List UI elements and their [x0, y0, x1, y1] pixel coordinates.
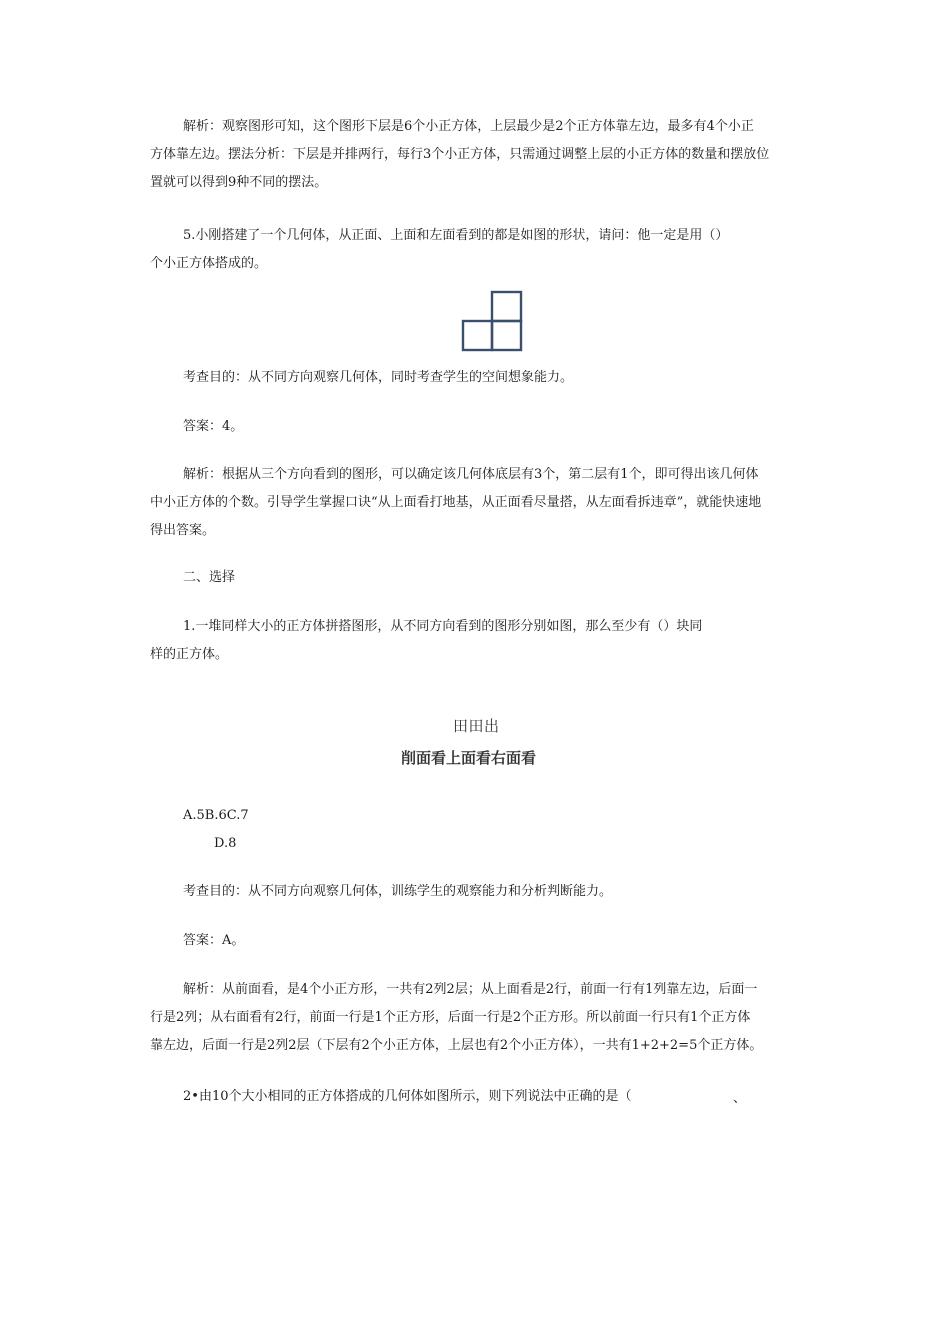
c1-question-line-1: 1.一堆同样大小的正方体拼搭图形，从不同方向看到的图形分别如图，那么至少有（）块同 — [183, 619, 703, 634]
bottom-right-square — [492, 321, 521, 350]
c1-figure-symbols: 田田出 — [453, 717, 500, 735]
bottom-left-square — [463, 321, 492, 350]
top-square — [492, 292, 521, 321]
c1-analysis-line-2: 行是2列；从右面看有2行，前面一行是1个正方形，后面一行是2个正方形。所以前面一行只有1个正方体 — [150, 1010, 751, 1025]
q5-cube-view-figure — [460, 290, 524, 354]
q5-analysis-line-1: 解析：根据从三个方向看到的图形，可以确定该几何体底层有3个，第二层有1个，即可得出该几何体 — [183, 467, 759, 482]
c1-question-line-2: 样的正方体。 — [150, 647, 229, 662]
q5-analysis-line-3: 得出答案。 — [150, 523, 216, 538]
c2-question-tail: 、 — [733, 1091, 747, 1106]
q5-purpose: 考查目的：从不同方向观察几何体，同时考查学生的空间想象能力。 — [183, 370, 574, 385]
q5-question-line-1: 5.小刚搭建了一个几何体，从正面、上面和左面看到的都是如图的形状，请问：他一定是用（） — [183, 228, 729, 243]
c1-options-line-2: D.8 — [214, 836, 237, 851]
q5-answer: 答案：4。 — [183, 419, 244, 434]
q4-analysis-line-1: 解析：观察图形可知，这个图形下层是6个小正方体，上层最少是2个正方体靠左边，最多有4个小正 — [183, 119, 754, 134]
q5-question-line-2: 个小正方体搭成的。 — [150, 256, 268, 271]
q4-analysis-line-3: 置就可以得到9种不同的摆法。 — [150, 175, 328, 190]
q5-analysis-line-2: 中小正方体的个数。引导学生掌握口诀“从上面看打地基，从正面看尽量搭，从左面看拆违章”，就能快速地 — [150, 495, 762, 510]
c1-purpose: 考查目的：从不同方向观察几何体，训练学生的观察能力和分析判断能力。 — [183, 884, 613, 899]
c1-answer: 答案：A。 — [183, 933, 245, 948]
c2-question: 2•由10个大小相同的正方体搭成的几何体如图所示，则下列说法中正确的是（ — [183, 1089, 632, 1104]
c1-analysis-line-3: 靠左边，后面一行是2列2层（下层有2个小正方体，上层也有2个小正方体），一共有1+2+2=5个正方体。 — [150, 1038, 763, 1053]
q4-analysis-line-2: 方体靠左边。摆法分析：下层是并排两行，每行3个小正方体，只需通过调整上层的小正方体的数量和摆放位 — [150, 147, 770, 162]
c1-options-line-1: A.5B.6C.7 — [183, 808, 249, 823]
c1-analysis-line-1: 解析：从前面看，是4个小正方形，一共有2列2层；从上面看是2行，前面一行有1列靠左边，后面一 — [183, 982, 758, 997]
c1-figure-caption: 削面看上面看右面看 — [401, 749, 537, 767]
section-heading: 二、选择 — [183, 570, 236, 585]
